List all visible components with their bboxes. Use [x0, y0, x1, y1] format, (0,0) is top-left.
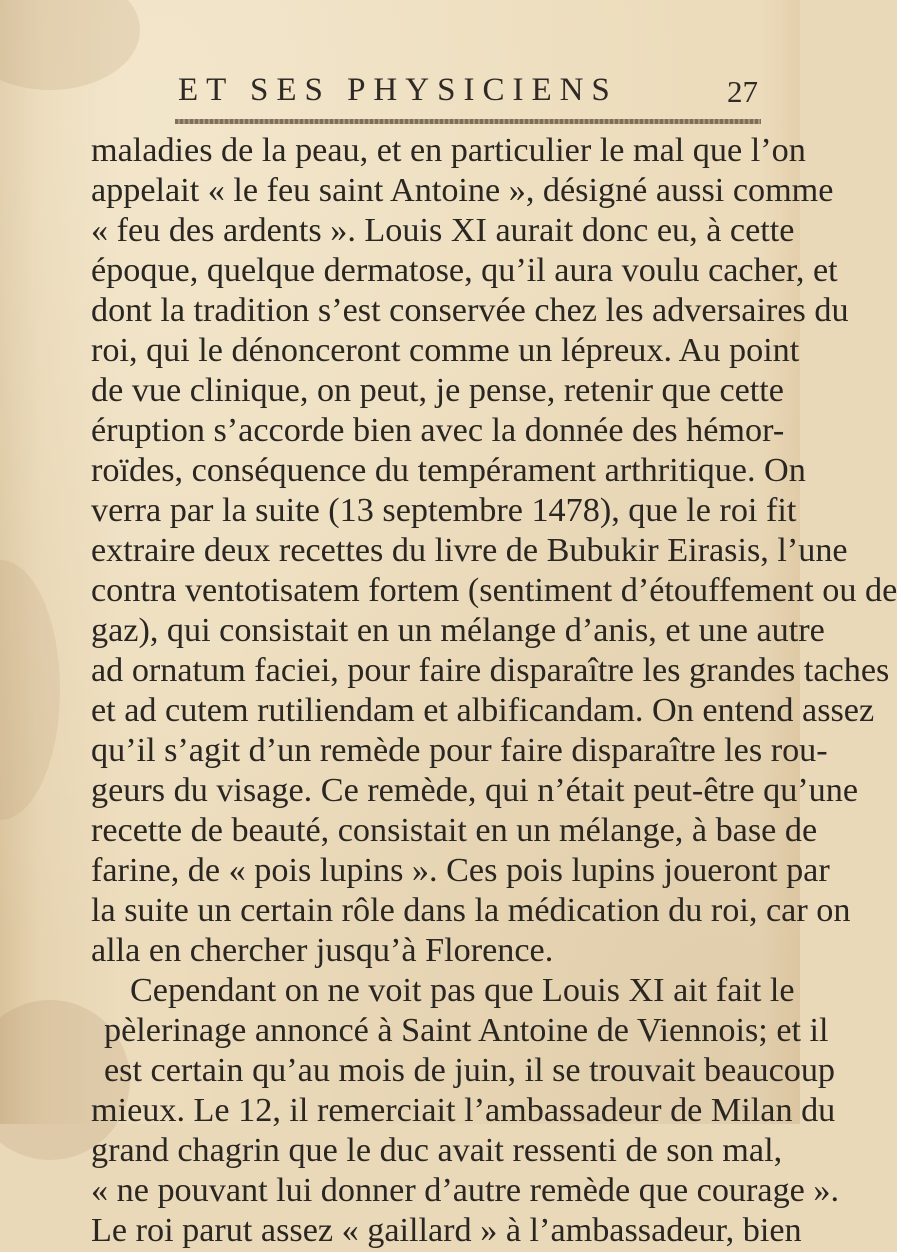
text-line: qu’il s’agit d’un remède pour faire disparaître les rou-: [91, 732, 828, 769]
text-line: geurs du visage. Ce remède, qui n’était peut-être qu’une: [91, 772, 859, 809]
text-line: farine, de « pois lupins ». Ces pois lupins joueront par: [91, 852, 830, 889]
text-line: maladies de la peau, et en particulier le mal que l’on: [91, 132, 806, 169]
text-line: « ne pouvant lui donner d’autre remède que courage ».: [91, 1172, 840, 1209]
text-line: roïdes, conséquence du tempérament arthritique. On: [91, 452, 806, 489]
page-header: [0, 72, 800, 112]
text-line: gaz), qui consistait en un mélange d’anis, et une autre: [91, 612, 825, 649]
running-title: ET SES PHYSICIENS: [178, 72, 618, 108]
text-line: extraire deux recettes du livre de Bubukir Eirasis, l’une: [91, 532, 848, 569]
text-line: est certain qu’au mois de juin, il se trouvait beaucoup: [104, 1052, 836, 1089]
text-line: mieux. Le 12, il remerciait l’ambassadeur de Milan du: [91, 1092, 836, 1129]
text-line: pèlerinage annoncé à Saint Antoine de Viennois; et il: [104, 1012, 829, 1049]
text-line: alla en chercher jusqu’à Florence.: [91, 932, 554, 969]
text-line: époque, quelque dermatose, qu’il aura voulu cacher, et: [91, 252, 838, 289]
text-line: appelait « le feu saint Antoine », désigné aussi comme: [91, 172, 834, 209]
page-number: 27: [727, 74, 758, 109]
text-line: Cependant on ne voit pas que Louis XI ait fait le: [130, 972, 795, 1009]
text-line: ad ornatum faciei, pour faire disparaître les grandes taches: [91, 652, 890, 689]
text-line: éruption s’accorde bien avec la donnée des hémor-: [91, 412, 785, 449]
text-line: roi, qui le dénonceront comme un lépreux. Au point: [91, 332, 800, 369]
text-line: et ad cutem rutiliendam et albificandam. On entend assez: [91, 692, 875, 729]
text-line: la suite un certain rôle dans la médication du roi, car on: [91, 892, 851, 929]
text-line: dont la tradition s’est conservée chez les adversaires du: [91, 292, 849, 329]
paper-stain: [0, 560, 60, 820]
text-line: « feu des ardents ». Louis XI aurait donc eu, à cette: [91, 212, 795, 249]
text-line: grand chagrin que le duc avait ressenti de son mal,: [91, 1132, 783, 1169]
header-rule: [175, 119, 761, 124]
text-line: verra par la suite (13 septembre 1478), que le roi fit: [91, 492, 797, 529]
text-line: Le roi parut assez « gaillard » à l’ambassadeur, bien: [91, 1212, 802, 1249]
text-line: de vue clinique, on peut, je pense, retenir que cette: [91, 372, 784, 409]
text-line: contra ventotisatem fortem (sentiment d’étouffement ou de: [91, 572, 897, 609]
text-line: recette de beauté, consistait en un mélange, à base de: [91, 812, 818, 849]
